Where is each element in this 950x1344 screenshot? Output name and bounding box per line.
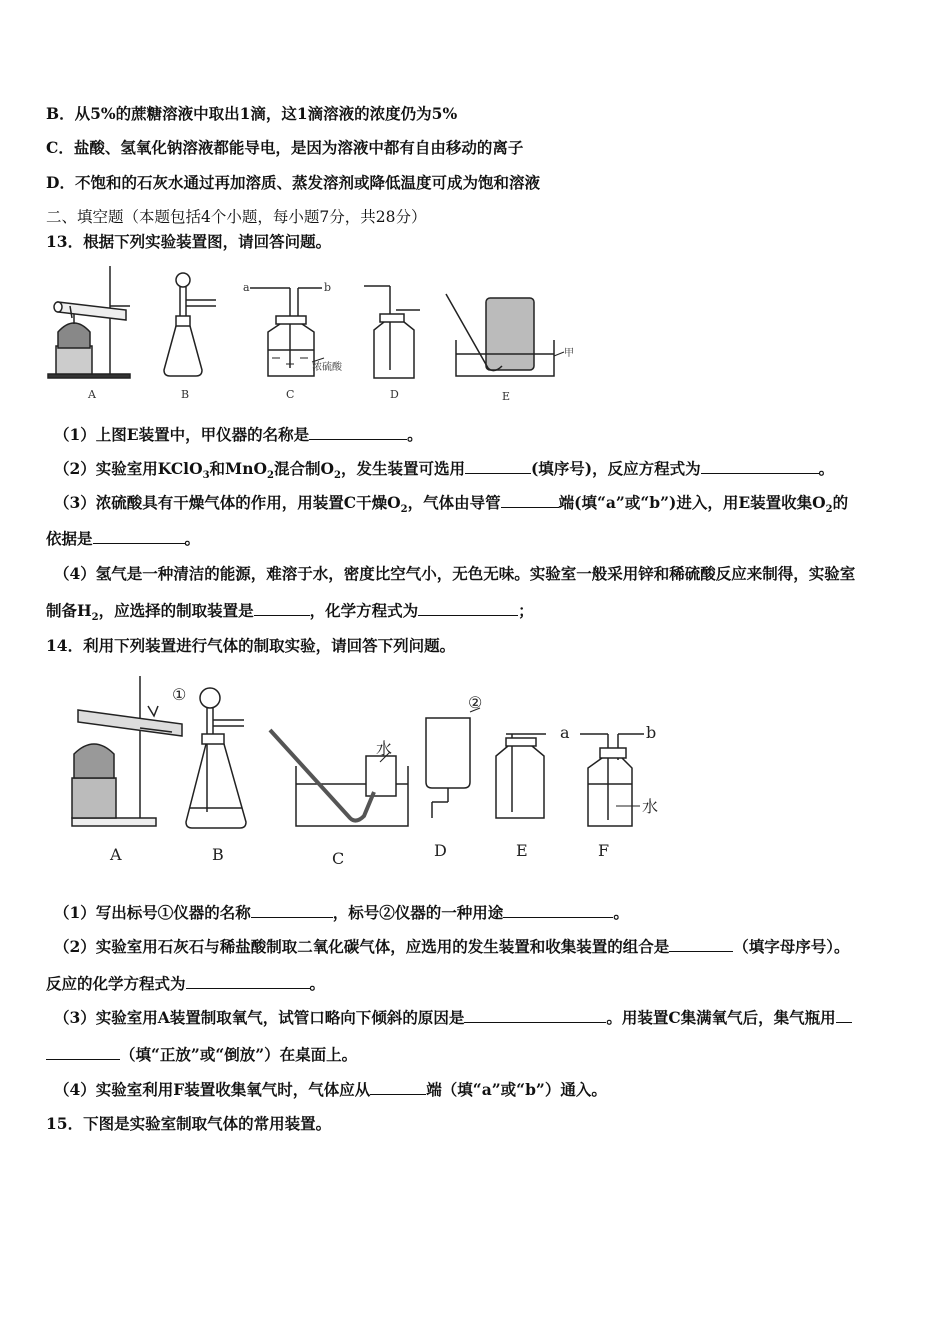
q13-part4-cont: 制备$H_2$，应选择的制取装置是 ，化学方程式为 ；	[46, 601, 534, 624]
port-a-label: a	[560, 723, 570, 742]
apparatus-b	[164, 273, 216, 376]
q14-part2: （2）实验室用石灰石与稀盐酸制取二氧化碳气体，应选用的发生装置和收集装置的组合是 （填字母序号）。	[54, 937, 850, 956]
label-e: E	[502, 390, 511, 403]
q13-part2: （2）实验室用KClO$_3$和MnO$_2$混合制$O_2$，发生装置可选用 (填序号)，反应方程式为 。	[54, 459, 835, 482]
q14-part2-cont: 反应的化学方程式为 。	[46, 974, 326, 993]
apparatus-d	[426, 708, 480, 818]
question-15: 15．下图是实验室制取气体的常用装置。	[46, 1114, 332, 1133]
q13-part3-cont: 依据是 。	[46, 529, 201, 548]
mark-1: ①	[172, 685, 187, 704]
question-13: 13．根据下列实验装置图，请回答问题。	[46, 232, 332, 251]
jia-label: 甲	[564, 348, 574, 359]
q14-part3: （3）实验室用A装置制取氧气，试管口略向下倾斜的原因是 。用装置C集满氧气后，集气瓶用	[54, 1006, 852, 1028]
label-c: C	[332, 849, 345, 868]
port-a-label: a	[243, 281, 250, 294]
water-label-f: 水	[642, 797, 659, 816]
apparatus-e	[496, 734, 546, 818]
port-b-label: b	[646, 723, 657, 742]
q13-part1: （1）上图E装置中，甲仪器的名称是 。	[54, 425, 423, 444]
option-b: B．从5%的蔗糖溶液中取出1滴，这1滴溶液的浓度仍为5%	[46, 104, 458, 123]
label-a: A	[110, 845, 122, 864]
apparatus-f	[580, 734, 644, 826]
figure-13-apparatus	[40, 258, 580, 406]
apparatus-a	[48, 266, 130, 378]
label-b: B	[212, 845, 224, 864]
question-14: 14．利用下列装置进行气体的制取实验，请回答下列问题。	[46, 636, 456, 655]
apparatus-b	[186, 688, 246, 828]
label-e: E	[516, 841, 528, 860]
water-label-c: 水	[376, 739, 393, 758]
label-d: D	[390, 388, 399, 401]
acid-label: 浓硫酸	[312, 362, 342, 373]
q13-part3: （3）浓硫酸具有干燥气体的作用，用装置C干燥$O_2$，气体由导管 端(填“a”或“b”)进入，用E装置收集$O_2$的	[54, 493, 849, 516]
apparatus-a	[72, 676, 182, 826]
mark-2: ②	[468, 693, 483, 712]
label-c: C	[286, 388, 295, 401]
q14-part4: （4）实验室利用F装置收集氧气时，气体应从 端（填“a”或“b”）通入。	[54, 1080, 607, 1099]
label-a: A	[88, 388, 96, 401]
q13-part4: （4）氢气是一种清洁的能源，难溶于水，密度比空气小，无色无味。实验室一般采用锌和稀硫酸反应来制得，实验室	[54, 564, 856, 583]
label-b: B	[181, 388, 190, 401]
q14-part3-cont: （填“正放”或“倒放”）在桌面上。	[46, 1043, 357, 1065]
figure-14-apparatus	[60, 672, 680, 872]
port-b-label: b	[324, 281, 332, 294]
label-d: D	[434, 841, 447, 860]
option-d: D．不饱和的石灰水通过再加溶质、蒸发溶剂或降低温度可成为饱和溶液	[46, 173, 540, 192]
q14-part1: （1）写出标号①仪器的名称 ，标号②仪器的一种用途 。	[54, 903, 629, 922]
apparatus-e	[446, 294, 564, 376]
apparatus-d	[364, 286, 420, 378]
label-f: F	[598, 841, 610, 860]
section-heading: 二、填空题（本题包括4个小题，每小题7分，共28分）	[46, 208, 427, 226]
option-c: C．盐酸、氢氧化钠溶液都能导电，是因为溶液中都有自由移动的离子	[46, 138, 524, 157]
